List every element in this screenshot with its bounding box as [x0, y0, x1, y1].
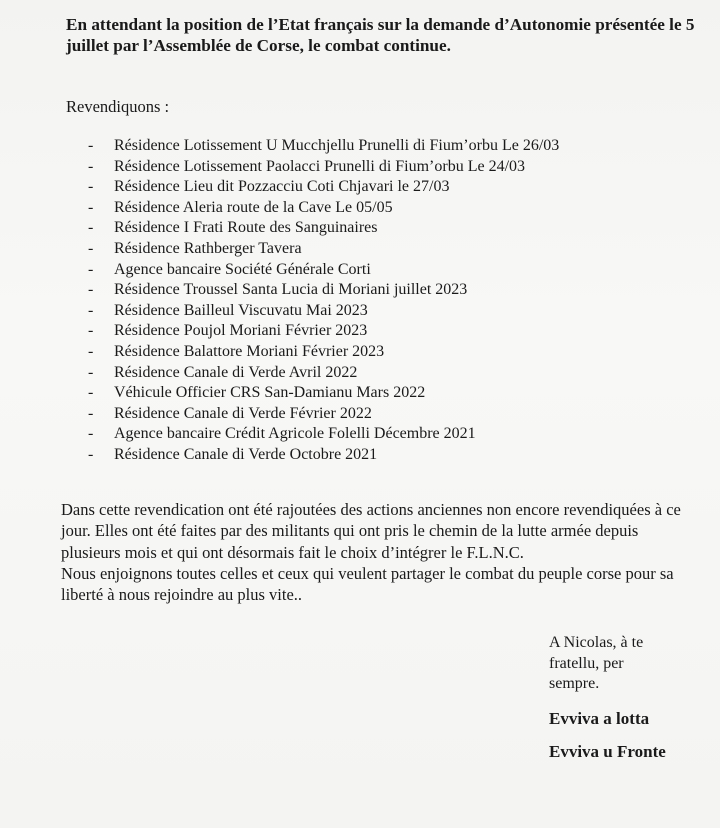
bullet-dash: -	[88, 178, 94, 196]
bullet-dash: -	[88, 281, 94, 299]
dedication-note: A Nicolas, à te fratellu, per sempre.	[549, 634, 644, 692]
claim-item-text: Résidence Balattore Moriani Février 2023	[114, 342, 385, 360]
claim-item-text: Résidence Lotissement Paolacci Prunelli di Fium’orbu Le 24/03	[114, 157, 526, 175]
closing-slogan-2: Evviva u Fronte	[549, 742, 666, 761]
bullet-dash: -	[88, 445, 94, 463]
claim-item-text: Résidence Poujol Moriani Février 2023	[114, 322, 368, 340]
closing-slogan-1: Evviva a lotta	[549, 709, 650, 728]
claim-item-text: Résidence Bailleul Viscuvatu Mai 2023	[114, 301, 368, 319]
bullet-dash: -	[88, 137, 94, 154]
claim-item-text: Résidence Rathberger Tavera	[114, 239, 302, 257]
bullet-dash: -	[88, 322, 94, 340]
claim-item-text: Résidence Canale di Verde Octobre 2021	[114, 445, 378, 463]
bullet-dash: -	[88, 301, 94, 319]
bullet-dash: -	[88, 384, 94, 402]
bullet-dash: -	[88, 260, 94, 278]
bullet-dash: -	[88, 219, 94, 237]
intro-label: Revendiquons :	[66, 97, 170, 116]
claim-item-text: Agence bancaire Société Générale Corti	[114, 260, 371, 278]
bullet-dash: -	[88, 363, 94, 381]
claim-item-text: Agence bancaire Crédit Agricole Folelli Décembre 2021	[114, 425, 476, 443]
claim-item-text: Résidence Canale di Verde Février 2022	[114, 404, 372, 422]
bullet-dash: -	[88, 404, 94, 422]
bullet-dash: -	[88, 157, 94, 175]
claim-item-text: Résidence Troussel Santa Lucia di Moriani juillet 2023	[114, 281, 468, 299]
body-paragraph-2: Nous enjoignons toutes celles et ceux qui veulent partager le combat du peuple corse pour sa liberté à nous rejoindre au plus vite..	[61, 563, 674, 605]
claim-item-text: Véhicule Officier CRS San-Damianu Mars 2022	[114, 384, 426, 402]
bullet-dash: -	[88, 198, 94, 216]
claim-item-text: Résidence I Frati Route des Sanguinaires	[114, 219, 378, 237]
claim-item-text: Résidence Lotissement U Mucchjellu Prunelli di Fium’orbu Le 26/03	[114, 137, 560, 154]
bullet-dash: -	[88, 239, 94, 257]
body-paragraph-1: Dans cette revendication ont été rajoutées des actions anciennes non encore revendiquées à ce jour. Elles ont été faites par des militants qui ont pris le chemin de la lutte armée depuis plusieurs mois et qui ont désormais fait le choix d’intégrer le F.L.N.C.	[61, 500, 681, 562]
claim-item-text: Résidence Aleria route de la Cave Le 05/05	[114, 198, 393, 216]
claim-item-text: Résidence Lieu dit Pozzacciu Coti Chjavari le 27/03	[114, 178, 450, 196]
bullet-dash: -	[88, 425, 94, 443]
claim-item-text: Résidence Canale di Verde Avril 2022	[114, 363, 358, 381]
body-text	[61, 499, 701, 605]
bullet-dash: -	[88, 342, 94, 360]
header-statement: En attendant la position de l’Etat français sur la demande d’Autonomie présentée le 5 juillet par l’Assemblée de Corse, le combat continue.	[66, 15, 695, 55]
